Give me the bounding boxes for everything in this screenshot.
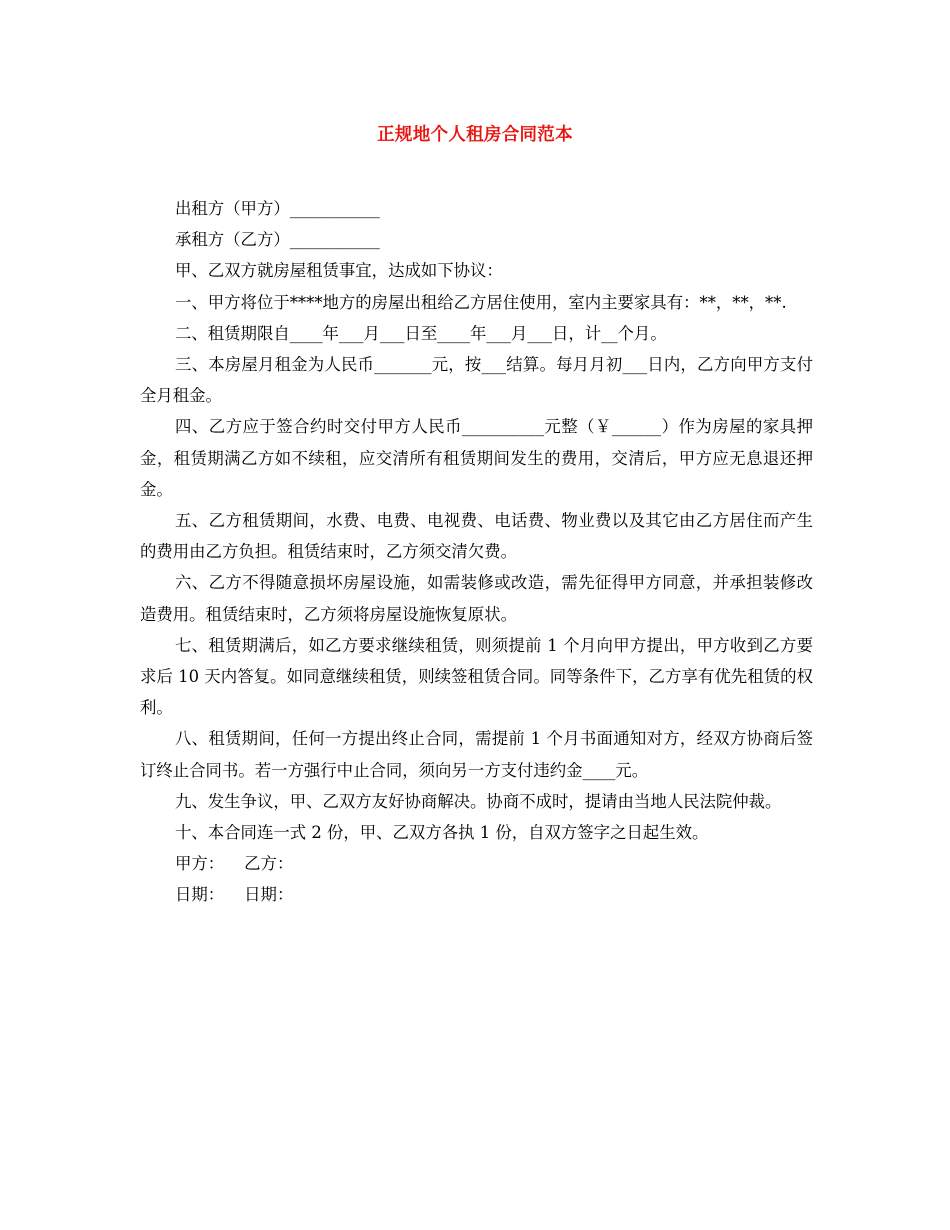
party-b-date-label: 日期： — [244, 885, 294, 905]
signature-row — [140, 848, 813, 879]
contract-body — [140, 193, 813, 911]
clause-10: 十、本合同连一式 2 份，甲、乙双方各执 1 份，自双方签字之日起生效。 — [175, 823, 709, 843]
clause-9: 九、发生争议，甲、乙双方友好协商解决。协商不成时，提请由当地人民法院仲裁。 — [175, 791, 782, 811]
date-row — [140, 879, 813, 910]
clause-7: 七、租赁期满后，如乙方要求继续租赁，则须提前 1 个月向甲方提出，甲方收到乙方要求后 10 天内答复。如同意继续租赁，则续签租赁合同。同等条件下，乙方享有优先租赁的权利。 — [140, 635, 813, 718]
document-title: 正规地个人租房合同范本 — [377, 125, 573, 145]
clause-intro: 甲、乙双方就房屋租赁事宜，达成如下协议： — [175, 261, 503, 281]
party-a-signature-label: 甲方： — [175, 854, 225, 874]
clause-4: 四、乙方应于签合约时交付甲方人民币__________元整（￥______）作为房屋的家具押金，租赁期满乙方如不续租，应交清所有租赁期间发生的费用，交清后，甲方应无息退还押金。 — [140, 417, 813, 499]
clause-lessee: 承租方（乙方）___________ — [175, 230, 380, 250]
party-a-date-label: 日期： — [175, 885, 225, 905]
clause-3: 三、本房屋月租金为人民币_______元，按___结算。每月月初___日内，乙方向甲方支付全月租金。 — [140, 355, 813, 406]
party-b-signature-label: 乙方： — [244, 854, 294, 874]
clause-5: 五、乙方租赁期间，水费、电费、电视费、电话费、物业费以及其它由乙方居住而产生的费用由乙方负担。租赁结束时，乙方须交清欠费。 — [140, 511, 813, 562]
clause-lessor: 出租方（甲方）___________ — [175, 199, 380, 218]
clause-6: 六、乙方不得随意损坏房屋设施，如需装修或改造，需先征得甲方同意，并承担装修改造费用。租赁结束时，乙方须将房屋设施恢复原状。 — [140, 573, 813, 624]
clause-8: 八、租赁期间，任何一方提出终止合同，需提前 1 个月书面通知对方，经双方协商后签订终止合同书。若一方强行中止合同，须向另一方支付违约金____元。 — [140, 729, 813, 780]
clause-2: 二、租赁期限自____年___月___日至____年___月___日，计__个月。 — [175, 323, 667, 343]
clause-1: 一、甲方将位于****地方的房屋出租给乙方居住使用，室内主要家具有：**，**，**. — [175, 292, 787, 312]
